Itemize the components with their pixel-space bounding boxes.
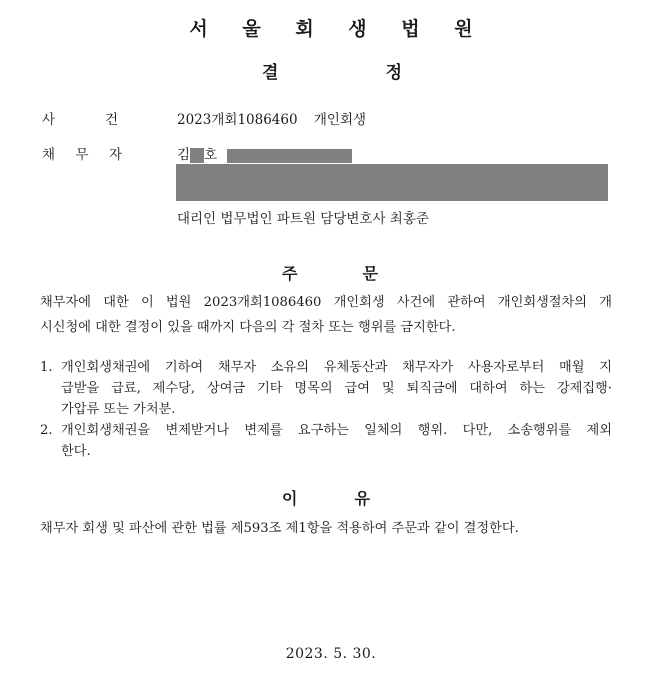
order-item-line: 가압류 또는 가처분. [61, 402, 176, 417]
order-heading [282, 261, 378, 284]
case-label-char: 사 [42, 112, 56, 128]
order-item [40, 420, 612, 462]
case-label-char: 건 [104, 112, 118, 128]
debtor-name-first: 김 [177, 147, 191, 163]
court-title: 서 울 회 생 법 원 [189, 18, 487, 40]
reason-text [40, 516, 612, 541]
debtor-label [42, 143, 122, 163]
paragraph-line: 채무자에 대한 이 법원 2023개회1086460 개인회생 사건에 관하여 개인회생절차의 개 [40, 295, 612, 310]
order-item-line: 개인회생채권에 기하여 채무자 소유의 유체동산과 채무자가 사용자로부터 매월 지 [61, 360, 612, 375]
order-item-line: 한다. [61, 444, 91, 459]
debtor-name [177, 143, 352, 163]
order-item-number: 2. [40, 423, 53, 438]
debtor-label-char: 무 [75, 147, 89, 163]
debtor-label-char: 자 [108, 147, 122, 163]
order-item [40, 357, 612, 420]
id-redaction [227, 149, 352, 163]
case-type: 개인회생 [313, 112, 367, 128]
case-value [177, 108, 366, 128]
case-number: 2023개회1086460 [177, 112, 298, 128]
document-type-char: 결 [262, 63, 279, 83]
debtor-agent: 대리인 법무법인 파트원 담당변호사 최홍준 [177, 211, 429, 227]
order-heading-char: 주 [282, 264, 298, 283]
document-type-char: 정 [385, 63, 402, 83]
document-type [262, 58, 402, 83]
order-list [40, 357, 612, 462]
order-heading-char: 문 [362, 264, 378, 283]
order-item-line: 급받을 급료, 제수당, 상여금 기타 명목의 급여 및 퇴직금에 대하여 하는 강제집행· [61, 381, 612, 396]
reason-heading [282, 486, 370, 509]
case-label [42, 108, 118, 128]
address-redaction [176, 164, 608, 201]
order-item-line: 개인회생채권을 변제받거나 변제를 요구하는 일체의 행위. 다만, 소송행위를 제외 [61, 423, 612, 438]
order-intro [40, 290, 612, 340]
reason-heading-char: 유 [354, 489, 370, 508]
debtor-label-char: 채 [42, 147, 56, 163]
paragraph-line: 채무자 회생 및 파산에 관한 법률 제593조 제1항을 적용하여 주문과 같이 결정한다. [40, 521, 519, 536]
reason-heading-char: 이 [282, 489, 298, 508]
paragraph-line: 시신청에 대한 결정이 있을 때까지 다음의 각 절차 또는 행위를 금지한다. [40, 320, 456, 335]
decision-date: 2023. 5. 30. [285, 646, 377, 662]
debtor-name-last: 호 [204, 147, 218, 163]
order-item-number: 1. [40, 360, 53, 375]
name-redaction [190, 148, 204, 163]
